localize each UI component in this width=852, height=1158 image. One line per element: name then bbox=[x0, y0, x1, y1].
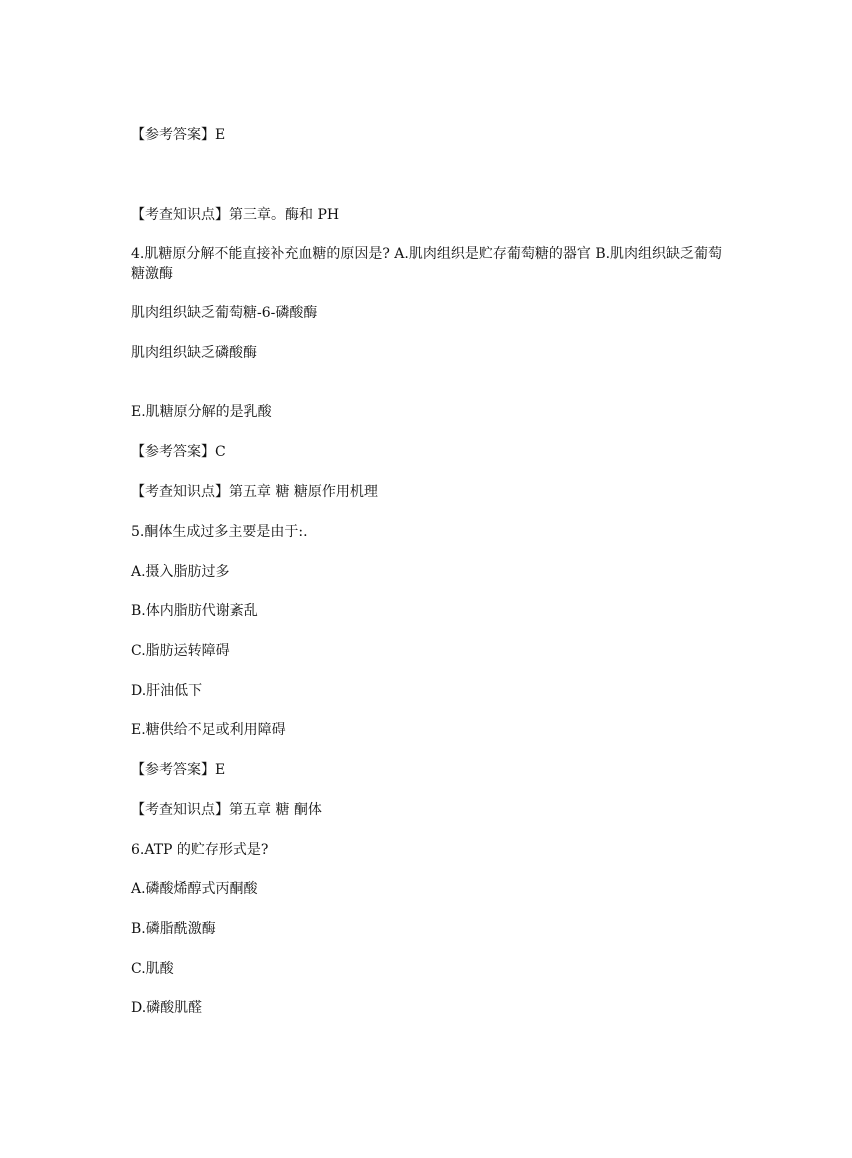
q4-option-d: 肌肉组织缺乏磷酸酶 bbox=[131, 345, 257, 361]
knowledge-point-q4: 【考查知识点】第五章 糖 糖原作用机理 bbox=[131, 484, 378, 500]
question-5: 5.酮体生成过多主要是由于:. bbox=[131, 524, 308, 540]
answer-q5: 【参考答案】E bbox=[131, 762, 226, 778]
answer-q4: 【参考答案】C bbox=[131, 444, 226, 460]
q4-option-c: 肌肉组织缺乏葡萄糖-6-磷酸酶 bbox=[131, 305, 318, 321]
q5-option-d: D.肝油低下 bbox=[131, 683, 203, 699]
answer-q3: 【参考答案】E bbox=[131, 127, 226, 143]
q6-option-b: B.磷脂酰激酶 bbox=[131, 921, 216, 937]
q4-option-e: E.肌糖原分解的是乳酸 bbox=[131, 404, 272, 420]
knowledge-point-q5: 【考查知识点】第五章 糖 酮体 bbox=[131, 802, 322, 818]
q5-option-b: B.体内脂肪代谢紊乱 bbox=[131, 603, 258, 619]
knowledge-point-q3: 【考查知识点】第三章。酶和 PH bbox=[131, 207, 340, 223]
q6-option-c: C.肌酸 bbox=[131, 961, 174, 977]
q5-option-c: C.脂肪运转障碍 bbox=[131, 643, 230, 659]
q5-option-a: A.摄入脂肪过多 bbox=[131, 564, 230, 580]
q6-option-d: D.磷酸肌醛 bbox=[131, 1000, 203, 1016]
q5-option-e: E.糖供给不足或利用障碍 bbox=[131, 722, 286, 738]
q6-option-a: A.磷酸烯醇式丙酮酸 bbox=[131, 881, 258, 897]
question-4: 4.肌糖原分解不能直接补充血糖的原因是? A.肌肉组织是贮存葡萄糖的器官 B.肌肉组织缺乏葡萄糖激酶 bbox=[131, 246, 723, 282]
question-6: 6.ATP 的贮存形式是? bbox=[131, 842, 269, 858]
